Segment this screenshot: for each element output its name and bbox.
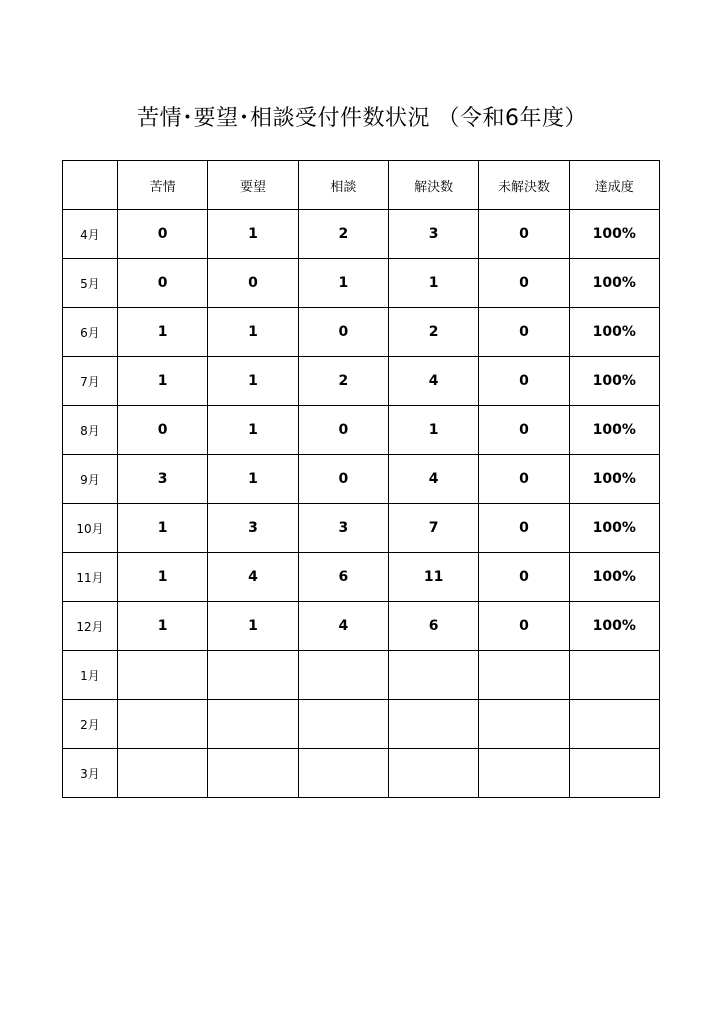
unresolved-cell: 0 [479, 602, 569, 651]
table-row [63, 210, 660, 259]
table-row [63, 357, 660, 406]
resolved-cell: 1 [388, 259, 478, 308]
requests-cell: 1 [208, 406, 298, 455]
complaints-cell: 1 [118, 504, 208, 553]
header-complaints: 苦情 [118, 161, 208, 210]
unresolved-cell [479, 749, 569, 798]
month-cell: 7月 [63, 357, 118, 406]
complaints-cell: 0 [118, 210, 208, 259]
resolved-cell: 4 [388, 357, 478, 406]
achievement-cell: 100% [569, 504, 659, 553]
month-cell: 6月 [63, 308, 118, 357]
achievement-cell [569, 651, 659, 700]
complaints-cell: 1 [118, 308, 208, 357]
table-row [63, 602, 660, 651]
consultations-cell: 1 [298, 259, 388, 308]
complaints-cell: 1 [118, 602, 208, 651]
achievement-cell: 100% [569, 602, 659, 651]
consultations-cell: 6 [298, 553, 388, 602]
unresolved-cell: 0 [479, 308, 569, 357]
requests-cell: 3 [208, 504, 298, 553]
resolved-cell: 7 [388, 504, 478, 553]
resolved-cell [388, 700, 478, 749]
consultations-cell [298, 700, 388, 749]
complaints-cell: 1 [118, 553, 208, 602]
header-requests: 要望 [208, 161, 298, 210]
achievement-cell: 100% [569, 357, 659, 406]
table-row [63, 749, 660, 798]
month-cell: 5月 [63, 259, 118, 308]
page-title: 苦情･要望･相談受付件数状況 （令和6年度） [137, 106, 587, 131]
header-unresolved: 未解決数 [479, 161, 569, 210]
requests-cell: 1 [208, 602, 298, 651]
unresolved-cell: 0 [479, 455, 569, 504]
month-cell: 10月 [63, 504, 118, 553]
complaints-cell [118, 749, 208, 798]
complaints-cell [118, 651, 208, 700]
unresolved-cell: 0 [479, 259, 569, 308]
requests-cell: 0 [208, 259, 298, 308]
consultations-cell [298, 749, 388, 798]
resolved-cell: 11 [388, 553, 478, 602]
corner-cell [63, 161, 118, 210]
resolved-cell [388, 749, 478, 798]
consultations-cell: 3 [298, 504, 388, 553]
unresolved-cell: 0 [479, 406, 569, 455]
table-row [63, 651, 660, 700]
table-body [63, 210, 660, 798]
month-cell: 11月 [63, 553, 118, 602]
requests-cell: 1 [208, 455, 298, 504]
month-cell: 12月 [63, 602, 118, 651]
month-cell: 3月 [63, 749, 118, 798]
complaints-cell: 0 [118, 406, 208, 455]
unresolved-cell: 0 [479, 504, 569, 553]
achievement-cell: 100% [569, 259, 659, 308]
achievement-cell: 100% [569, 455, 659, 504]
table-row [63, 308, 660, 357]
requests-cell [208, 700, 298, 749]
table-row [63, 504, 660, 553]
table-row [63, 553, 660, 602]
achievement-cell: 100% [569, 210, 659, 259]
achievement-cell: 100% [569, 406, 659, 455]
month-cell: 1月 [63, 651, 118, 700]
table-header-row [63, 161, 660, 210]
achievement-cell [569, 749, 659, 798]
month-cell: 9月 [63, 455, 118, 504]
header-consultations: 相談 [298, 161, 388, 210]
requests-cell: 1 [208, 210, 298, 259]
resolved-cell [388, 651, 478, 700]
complaints-table [62, 160, 660, 798]
consultations-cell: 0 [298, 406, 388, 455]
table-row [63, 259, 660, 308]
achievement-cell [569, 700, 659, 749]
month-cell: 4月 [63, 210, 118, 259]
complaints-cell [118, 700, 208, 749]
table-row [63, 700, 660, 749]
consultations-cell: 2 [298, 357, 388, 406]
complaints-cell: 0 [118, 259, 208, 308]
consultations-cell: 4 [298, 602, 388, 651]
unresolved-cell: 0 [479, 553, 569, 602]
table-row [63, 455, 660, 504]
unresolved-cell [479, 651, 569, 700]
consultations-cell: 2 [298, 210, 388, 259]
requests-cell: 1 [208, 357, 298, 406]
resolved-cell: 3 [388, 210, 478, 259]
complaints-cell: 3 [118, 455, 208, 504]
resolved-cell: 4 [388, 455, 478, 504]
header-resolved: 解決数 [388, 161, 478, 210]
complaints-cell: 1 [118, 357, 208, 406]
header-achievement: 達成度 [569, 161, 659, 210]
achievement-cell: 100% [569, 308, 659, 357]
requests-cell: 4 [208, 553, 298, 602]
resolved-cell: 6 [388, 602, 478, 651]
unresolved-cell: 0 [479, 357, 569, 406]
requests-cell [208, 651, 298, 700]
resolved-cell: 2 [388, 308, 478, 357]
consultations-cell: 0 [298, 308, 388, 357]
requests-cell: 1 [208, 308, 298, 357]
month-cell: 8月 [63, 406, 118, 455]
resolved-cell: 1 [388, 406, 478, 455]
consultations-cell: 0 [298, 455, 388, 504]
table-row [63, 406, 660, 455]
unresolved-cell: 0 [479, 210, 569, 259]
achievement-cell: 100% [569, 553, 659, 602]
month-cell: 2月 [63, 700, 118, 749]
unresolved-cell [479, 700, 569, 749]
requests-cell [208, 749, 298, 798]
consultations-cell [298, 651, 388, 700]
